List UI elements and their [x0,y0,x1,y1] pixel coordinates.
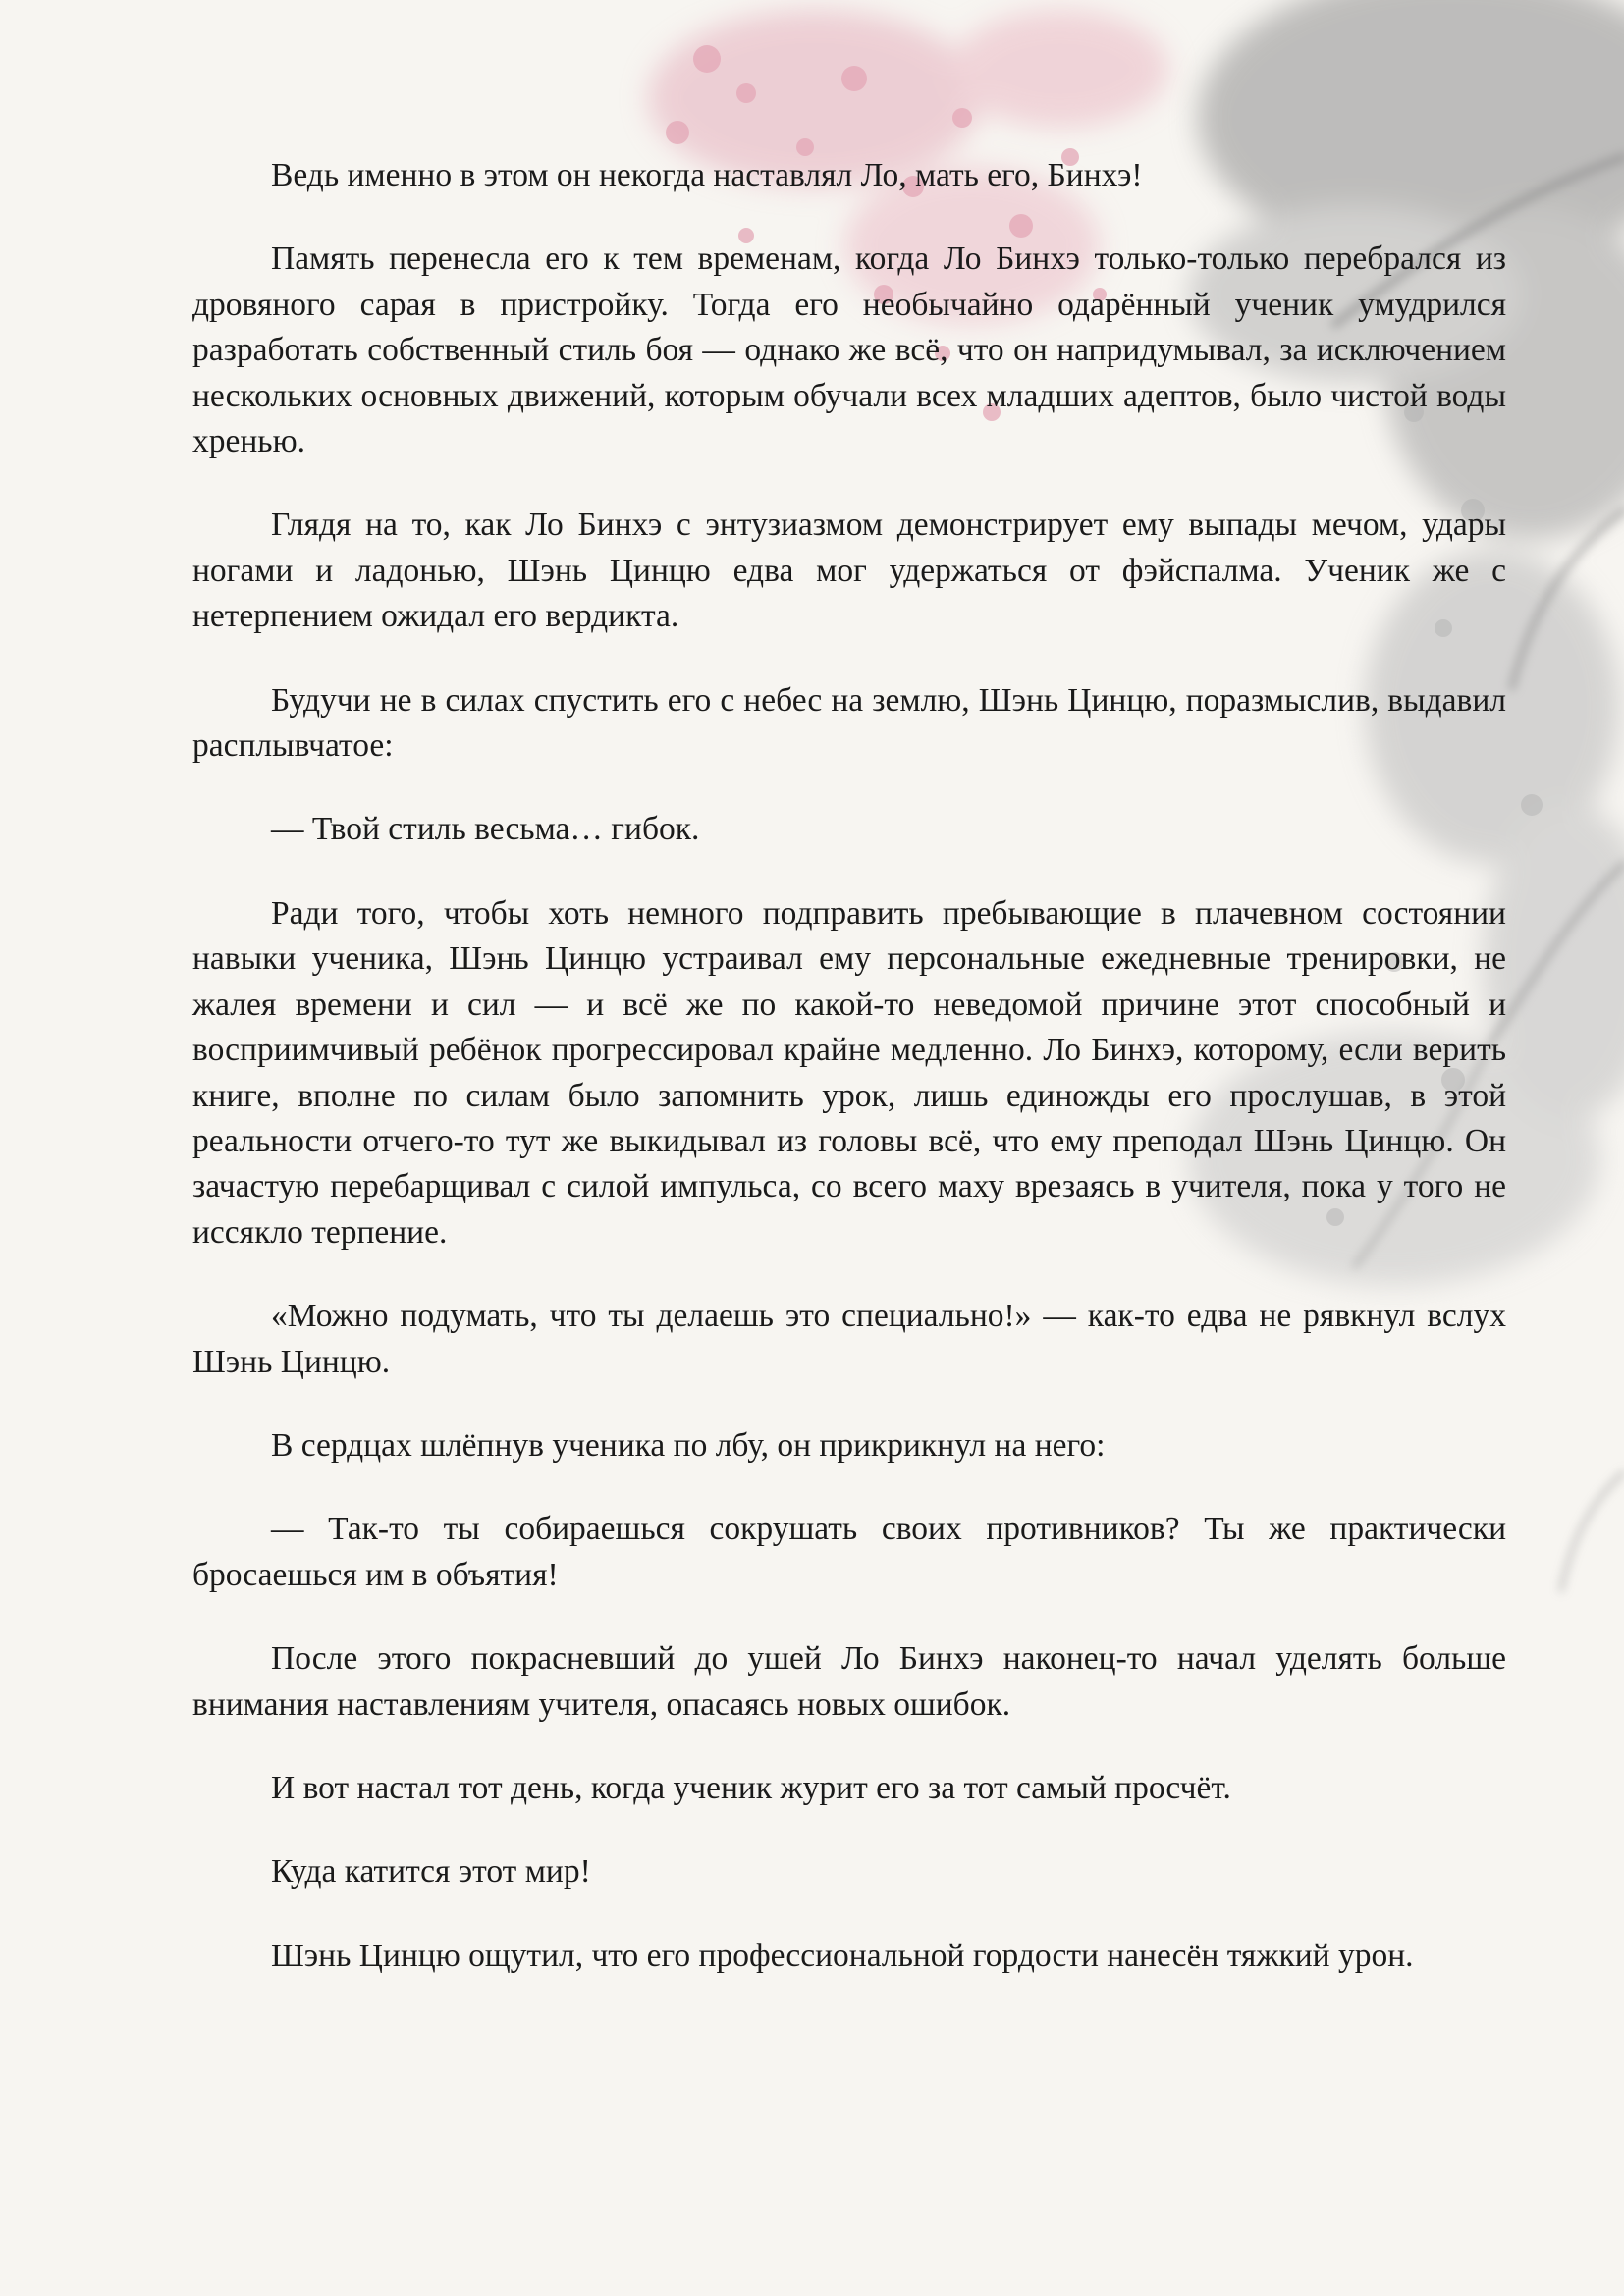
paragraph: «Можно подумать, что ты делаешь это специально!» — как-то едва не рявкнул вслух Шэнь Цинцю. [192,1298,1506,1380]
paragraph: После этого покрасневший до ушей Ло Бинхэ наконец-то начал уделять больше внимания наставлениям учителя, опасаясь новых ошибок. [192,1640,1506,1723]
paragraph: В сердцах шлёпнув ученика по лбу, он прикрикнул на него: [271,1426,1106,1464]
dialogue-line: — Твой стиль весьма… гибок. [271,811,700,848]
dialogue-line: — Так-то ты собираешься сокрушать своих противников? Ты же практически бросаешься им в объятия! [192,1511,1506,1593]
paragraph: Шэнь Цинцю ощутил, что его профессиональной гордости нанесён тяжкий урон. [271,1937,1414,1974]
paragraph: Ведь именно в этом он некогда наставлял Ло, мать его, Бинхэ! [271,157,1143,193]
paragraph: Будучи не в силах спустить его с небес на землю, Шэнь Цинцю, поразмыслив, выдавил расплывчатое: [192,681,1506,765]
paragraph: Память перенесла его к тем временам, когда Ло Бинхэ только-только перебрался из дровяного сарая в пристройку. Тогда его необычайно одарённый ученик умудрился разработать собственный стиль боя — однако же всё, что он напридумывал, за исключением нескольких основных движений, которым обучали всех младших адептов, было чистой воды хренью. [192,240,1506,460]
paragraph: Глядя на то, как Ло Бинхэ с энтузиазмом демонстрирует ему выпады мечом, удары ногами и ладонью, Шэнь Цинцю едва мог удержаться от фэйспалма. Ученик же с нетерпением ожидал его вердикта. [192,507,1506,635]
paragraph: Куда катится этот мир! [271,1853,591,1891]
paragraph: И вот настал тот день, когда ученик журит его за тот самый просчёт. [271,1769,1231,1806]
paragraph: Ради того, чтобы хоть немного подправить пребывающие в плачевном состоянии навыки ученика, Шэнь Цинцю устраивал ему персональные ежедневные тренировки, не жалея времени и сил — и всё же по какой-то неведомой причине этот способный и восприимчивый ребёнок прогрессировал крайне медленно. Ло Бинхэ, которому, если верить книге, вполне по силам было запомнить урок, лишь единожды его прослушав, в этой реальности отчего-то тут же выкидывал из головы всё, что ему преподал Шэнь Цинцю. Он зачастую перебарщивал с силой импульса, со всего маху врезаясь в учителя, пока у того не иссякло терпение. [192,894,1506,1251]
page-text [192,153,1506,2017]
